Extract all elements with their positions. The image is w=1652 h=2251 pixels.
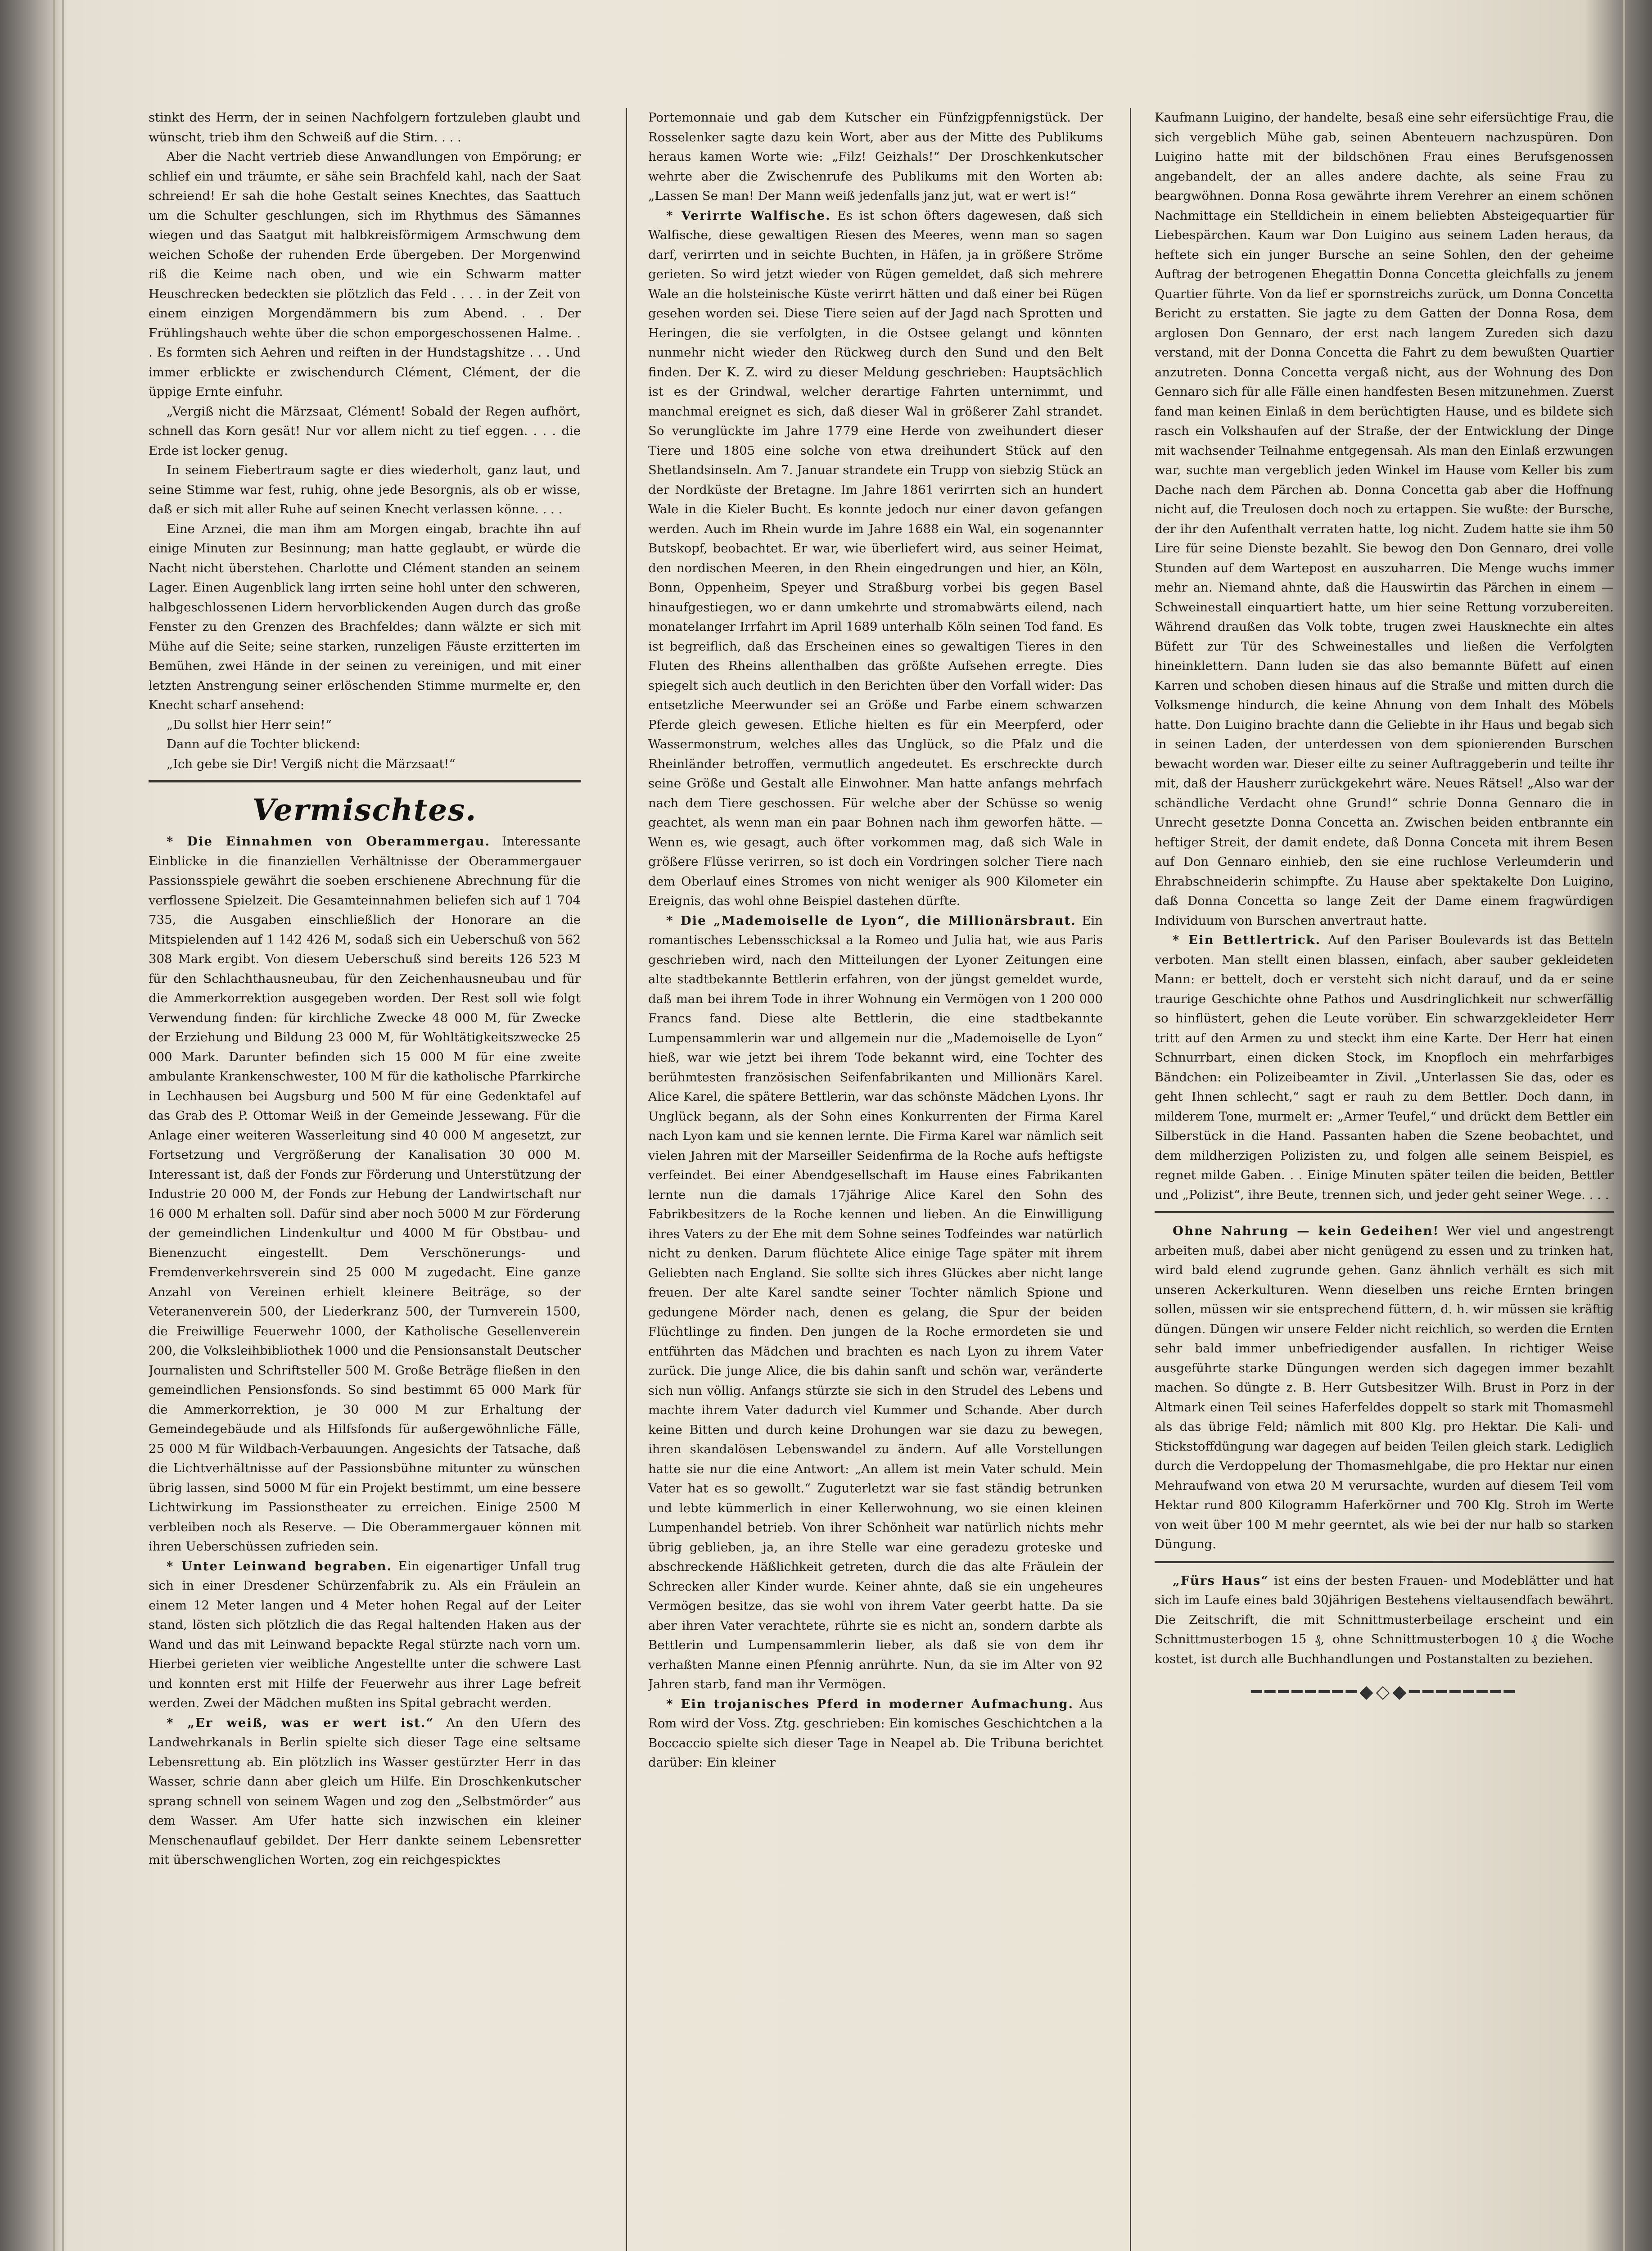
paragraph: Aber die Nacht vertrieb diese Anwandlungen von Empörung; er schlief ein und träumte, er sähe sein Brachfeld kahl, nach der Saat schreiend! Er sah die hohe Gestalt seines Knechtes, das Saattuch um die Schulter geschlungen, sich im Rhythmus des Sämannes wiegen und das Saatgut mit halbkreisförmigem Armschwung dem weichen Schoße der ruhenden Erde übergeben. Der Morgenwind riß die Keime nach oben, und wie ein Schwarm matter Heuschrecken bedeckten sie plötzlich das Feld . . . . in der Zeit von einem einzigen Morgendämmern bis zum Abend. . . Der Frühlingshauch wehte über die schon emporgeschossenen Halme. . . Es formten sich Aehren und reiften in der Hundstagshitze . . . Und immer erblickte er zwischendurch Clément, Clément, der die üppige Ernte einfuhr. bbox=[149, 149, 581, 399]
paragraph: „Ich gebe sie Dir! Vergiß nicht die Märzsaat!“ bbox=[167, 756, 456, 771]
column-2 bbox=[648, 108, 1103, 2251]
article-body: Ein romantisches Lebensschicksal a la Romeo und Julia hat, wie aus Paris geschrieben wird, nach den Mitteilungen der Lyoner Zeitungen eine alte stadtbekannte Bettlerin erfahren, von der jüngst gemeldet wurde, daß man bei ihrem Tode in ihrer Wohnung ein Vermögen von 1 200 000 Francs fand. Diese alte Bettlerin, die eine stadtbekannte Lumpensammlerin war und allgemein nur die „Mademoiselle de Lyon“ hieß, war wie jetzt bei ihrem Tode bekannt wird, eine Tochter des berühmtesten französischen Seifenfabrikanten und Millionärs Karel. Alice Karel, die spätere Bettlerin, war das schönste Mädchen Lyons. Ihr Unglück begann, als der Sohn eines Konkurrenten der Firma Karel nach Lyon kam und sie kennen lernte. Die Firma Karel war nämlich seit vielen Jahren mit der Marseiller Seidenfirma de la Roche aufs heftigste verfeindet. Bei einer Abendgesellschaft im Hause eines Fabrikanten lernte nun die damals 17jährige Alice Karel den Sohn des Fabrikbesitzers de la Roche kennen und lieben. An die Einwilligung ihres Vaters zu der Ehe mit dem Sohne seines Todfeindes war natürlich nicht zu denken. Darum flüchtete Alice einige Tage später mit ihrem Geliebten nach England. Sie sollte sich ihres Glückes aber nicht lange freuen. Der alte Karel sandte seiner Tochter nämlich Spione und gedungene Mörder nach, denen es gelang, die Spur der beiden Flüchtlinge zu finden. Den jungen de la Roche ermordeten sie und entführten das Mädchen und brachten es nach Lyon zu ihrem Vater zurück. Die junge Alice, die bis dahin sanft und schön war, veränderte sich nun völlig. Anfangs stürzte sie sich in den Strudel des Lebens und machte ihrem Vater dadurch viel Kummer und Schande. Aber durch keine Bitten und durch keine Drohungen war sie dazu zu bewegen, ihren skandalösen Lebenswandel zu ändern. Auf alle Vorstellungen hatte sie nur die eine Antwort: „An allem ist mein Vater schuld. Mein Vater hat es so gewollt.“ Zuguterletzt war sie fast ständig betrunken und lebte kümmerlich in einer Kellerwohnung, wo sie einen kleinen Lumpenhandel betrieb. Von ihrer Schönheit war natürlich nichts mehr übrig geblieben, ja, an ihre Stelle war eine geradezu groteske und abschreckende Häßlichkeit getreten, durch die das alte Fräulein der Schrecken aller Kinder wurde. Keiner ahnte, daß sie ein ungeheures Vermögen besitze, das sie wohl von ihrem Vater geerbt hatte. Da sie aber ihren Vater verachtete, rührte sie es nicht an, sondern darbte als Bettlerin und Lumpensammlerin lieber, als daß sie von dem ihr verhaßten Manne einen Pfennig anrührte. Nun, da sie im Alter von 92 Jahren starb, fand man ihr Vermögen. bbox=[648, 913, 1103, 1691]
page-edge-left-inner bbox=[62, 0, 64, 2251]
article-walfische bbox=[648, 206, 1103, 911]
article-bettlertrick bbox=[1155, 931, 1614, 1205]
advert-headline: „Fürs Haus“ bbox=[1173, 1573, 1269, 1588]
paragraph: „Vergiß nicht die Märzsaat, Clément! Sobald der Regen aufhört, schnell das Korn gesät! Nur vor allem nicht zu tief eggen. . . . die Erde ist locker genug. bbox=[149, 404, 581, 458]
paragraph: „Du sollst hier Herr sein!“ bbox=[167, 717, 332, 732]
page-edge-left bbox=[53, 0, 55, 2251]
article-headline: * Verirrte Walfische. bbox=[666, 208, 831, 223]
paragraph: stinkt des Herrn, der in seinen Nachfolgern fortzuleben glaubt und wünscht, trieb ihm den Schweiß auf die Stirn. . . . bbox=[149, 110, 581, 145]
article-body: Ein eigenartiger Unfall trug sich in einer Dresdener Schürzenfabrik zu. Als ein Fräulein an einem 12 Meter langen und 4 Meter hohen Regal auf der Leiter stand, lösten sich plötzlich die das Regal haltenden Haken aus der Wand und das mit Leinwand bepackte Regal stürzte nach vorn um. Hierbei gerieten vier weibliche Angestellte unter die schwere Last und konnten erst mit Hilfe der Feuerwehr aus ihrer Lage befreit werden. Zwei der Mädchen mußten ins Spital gebracht werden. bbox=[149, 1559, 581, 1710]
advert-body: ist eins der besten Frauen- und Modeblätter und hat sich im Laufe eines bald 30jährigen Bestehens vieltausendfach bewährt. Die Zeitschrift, die mit Schnittmusterbeilage erscheint und ein Schnittmusterbogen 15 ₰, ohne Schnittmusterbogen 10 ₰ die Woche kostet, ist durch alle Buchhandlungen und Postanstalten zu beziehen. bbox=[1155, 1573, 1614, 1666]
article-continuation: Kaufmann Luigino, der handelte, besaß eine sehr eifersüchtige Frau, die sich vergeblich Mühe gab, seinen Abenteuern nachzuspüren. Don Luigino hatte mit der bildschönen Frau eines Berufsgenossen angebandelt, der an alles andere dachte, als seine Frau zu beargwöhnen. Donna Rosa gewährte ihrem Verehrer an einem schönen Nachmittage ein Stelldichein in einem beliebten Absteigequartier für Liebespärchen. Kaum war Don Luigino aus seinem Laden heraus, da heftete sich ein junger Bursche an seine Sohlen, den der geheime Auftrag der betrogenen Ehegattin Donna Concetta gleichfalls zu jenem Quartier führte. Von da lief er spornstreichs zurück, um Donna Concetta Bericht zu erstatten. Sie jagte zu dem Gatten der Donna Rosa, dem arglosen Don Gennaro, der erst nach langem Zureden sich dazu verstand, mit der Donna Concetta die Fahrt zu dem bewußten Quartier anzutreten. Donna Concetta vergaß nicht, aus der Wohnung des Don Gennaro sich für alle Fälle einen handfesten Besen mitzunehmen. Zuerst fand man keinen Einlaß in dem berüchtigten Hause, und es bildete sich rasch ein Volkshaufen auf der Straße, der der Entwicklung der Dinge mit wachsender Teilnahme entgegensah. Als man den Einlaß erzwungen war, suchte man vergeblich jeden Winkel im Hause vom Keller bis zum Dache nach dem Pärchen ab. Donna Concetta gab aber die Hoffnung nicht auf, die Treulosen doch noch zu ertappen. Sie wußte: der Bursche, der ihr den Aufenthalt verraten hatte, log nicht. Zudem hatte sie ihm 50 Lire für seine Dienste bezahlt. Sie bewog den Don Gennaro, drei volle Stunden auf dem Wartepost en auszuharren. Die Menge wuchs immer mehr an. Niemand ahnte, daß die Hauswirtin das Pärchen in einem — Schweinestall einquartiert hatte, um hier seine Rettung vorzubereiten. Während draußen das Volk tobte, trugen zwei Hausknechte ein altes Büfett zur Tür des Schweinestalles und ließen die Verfolgten hineinklettern. Dann luden sie das also bemannte Büfett auf einen Karren und schoben diesen hinaus auf die Straße und mitten durch die Volksmenge hindurch, die keine Ahnung von dem Inhalt des Möbels hatte. Don Luigino brachte dann die Geliebte in ihr Haus und begab sich in seinen Laden, der unterdessen von dem spionierenden Burschen bewacht worden war. Dieser eilte zu seiner Auftraggeberin und teilte ihr mit, daß der Hausherr zurückgekehrt wäre. Neues Rätsel! „Also war der schändliche Verdacht ohne Grund!“ schrie Donna Gennaro die in Unrecht gesetzte Donna Concetta an. Zwischen beiden entbrannte ein heftiger Streit, der damit endete, daß Donna Conceta mit ihrem Besen auf Don Gennaro einhieb, den sie eine ruchlose Verleumderin und Ehrabschneiderin schimpfte. Zu Hause aber spektakelte Don Luigino, daß Donna Concetta so lange Zeit der Dame einem fragwürdigen Individuum von Burschen anvertraut hatte. bbox=[1155, 110, 1614, 928]
column-rule bbox=[1130, 108, 1131, 2251]
article-body: Auf den Pariser Boulevards ist das Betteln verboten. Man stellt einen blassen, einfach, aber sauber gekleideten Mann: er bettelt, doch er versteht sich nicht darauf, und da er seine traurige Geschichte ohne Pathos und Ausdringlichkeit nur schwerfällig so hinflüstert, gehen die Leute vorüber. Ein schwarzgekleideter Herr tritt auf den Armen zu und steckt ihm eine Karte. Der Herr hat einen Schnurrbart, einen dicken Stock, im Knopfloch ein mehrfarbiges Bändchen: ein Polizeibeamter in Zivil. „Unterlassen Sie das, oder es geht Ihnen schlecht,“ sagt er rauh zu dem Bettler. Doch dann, in milderem Tone, murmelt er: „Armer Teufel,“ und drückt dem Bettler ein Silberstück in die Hand. Passanten haben die Szene beobachtet, und dem mildherzigen Polizisten zu, und folgen alle seinem Beispiel, es regnet milde Gaben. . . Einige Minuten später teilen die beiden, Bettler und „Polizist“, ihre Beute, trennen sich, und jeder geht seiner Wege. . . . bbox=[1155, 933, 1614, 1202]
article-oberammergau bbox=[149, 832, 581, 1557]
article-headline: * Ein trojanisches Pferd in moderner Aufmachung. bbox=[666, 1696, 1074, 1711]
advert-ohne-nahrung bbox=[1155, 1221, 1614, 1555]
article-headline: * „Er weiß, was er wert ist.“ bbox=[167, 1715, 434, 1730]
page-edge-right bbox=[1623, 0, 1625, 2251]
paragraph: In seinem Fiebertraum sagte er dies wiederholt, ganz laut, und seine Stimme war fest, ruhig, ohne jede Besorgnis, als ob er wisse, daß er sich mit aller Ruhe auf seinen Knecht verlassen könne. . . . bbox=[149, 463, 581, 516]
advert-headline: Ohne Nahrung — kein Gedeihen! bbox=[1173, 1224, 1440, 1238]
paragraph: Dann auf die Tochter blickend: bbox=[167, 737, 361, 751]
advert-body: Wer viel und angestrengt arbeiten muß, dabei aber nicht genügend zu essen und zu trinken hat, wird bald elend zugrunde gehen. Ganz ähnlich verhält es sich mit unseren Ackerkulturen. Wenn dieselben uns reiche Ernten bringen sollen, müssen wir sie entsprechend füttern, d. h. wir müssen sie kräftig düngen. Düngen wir unsere Felder nicht reichlich, so werden die Ernten sehr bald immer unbefriedigender ausfallen. In richtiger Weise ausgeführte starke Düngungen werden sich dagegen immer bezahlt machen. So düngte z. B. Herr Gutsbesitzer Wilh. Brust in Porz in der Altmark einen Teil seines Haferfeldes doppelt so stark mit Thomasmehl als das übrige Feld; nämlich mit 800 Klg. pro Hektar. Die Kali- und Stickstoffdüngung war dagegen auf beiden Teilen gleich stark. Lediglich durch die Verdoppelung der Thomasmehlgabe, die pro Hektar nur einen Mehraufwand von etwa 20 M verursachte, wurden auf diesem Teil vom Hektar rund 800 Kilogramm Haferkörner und 700 Klg. Stroh im Werte von weit über 100 M mehr geerntet, als wie bei der nur halb so starken Düngung. bbox=[1155, 1224, 1614, 1551]
section-divider bbox=[1155, 1561, 1614, 1563]
article-headline: * Ein Bettlertrick. bbox=[1173, 933, 1321, 947]
newspaper-page bbox=[149, 108, 1616, 2251]
closing-ornament: ━━━━━━━━◆◇◆━━━━━━━━ bbox=[1251, 1681, 1517, 1702]
article-body: An den Ufern des Landwehrkanals in Berlin spielte sich dieser Tage eine seltsame Lebensrettung ab. Ein plötzlich ins Wasser gestürzter Herr in das Wasser, schrie dann aber gleich um Hilfe. Ein Droschkenkutscher sprang schnell von seinem Wagen und zog den „Selbstmörder“ aus dem Wasser. Am Ufer hatte sich inzwischen ein kleiner Menschenauflauf gebildet. Der Herr dankte seinem Lebensretter mit überschwenglichen Worten, zog ein reichgespicktes bbox=[149, 1715, 581, 1867]
article-body: Es ist schon öfters dagewesen, daß sich Walfische, diese gewaltigen Riesen des Meeres, wenn man so sagen darf, verirrten und in seichte Buchten, in Häfen, ja in größere Ströme gerieten. So wird jetzt wieder von Rügen gemeldet, daß sich mehrere Wale an die holsteinische Küste verirrt hätten und daß einer bei Rügen gesehen worden sei. Diese Tiere seien auf der Jagd nach Sprotten und Heringen, die sie verfolgten, in die Ostsee gelangt und könnten nunmehr nicht wieder den Rückweg durch den Sund und den Belt finden. Der K. Z. wird zu dieser Meldung geschrieben: Hauptsächlich ist es der Grindwal, welcher derartige Fahrten unternimmt, und manchmal ereignet es sich, daß dieser Wal in größerer Zahl strandet. So verunglückte im Jahre 1779 eine Herde von zweihundert dieser Tiere und 1805 eine solche von etwa dreihundert Stück auf den Shetlandsinseln. Am 7. Januar strandete ein Trupp von siebzig Stück an der Nordküste der Bretagne. Im Jahre 1861 verirrten sich an hundert Wale in die Kieler Bucht. Es konnte jedoch nur einer davon gefangen werden. Auch im Rhein wurde im Jahre 1688 ein Wal, ein sogenannter Butskopf, beobachtet. Er war, wie überliefert wird, aus seiner Heimat, den nordischen Meeren, in den Rhein eingedrungen und hier, an Köln, Bonn, Oppenheim, Speyer und Straßburg vorbei bis gegen Basel hinaufgestiegen, wo er dann umkehrte und stromabwärts eilend, nach monatelanger Irrfahrt im April 1689 unterhalb Köln seinen Tod fand. Es ist begreiflich, daß das Erscheinen eines so gewaltigen Tieres in den Fluten des Rheins allenthalben das größte Aufsehen erregte. Dies spiegelt sich auch deutlich in den Berichten über den Vorfall wider: Das entsetzliche Meerwunder sei an Größe und Farbe einem schwarzen Pferde gleich gewesen. Etliche hielten es für ein Meerpferd, oder Wassermonstrum, welches alles das Unglück, so die Pfalz und die Rheinländer betroffen, vermutlich angedeutet. Es erschreckte durch seine Größe und Gestalt alle Einwohner. Man hatte anfangs mehrfach nach dem Tiere geschossen. Für welche aber der Schüsse so wenig geachtet, als wenn man ein paar Bohnen nach ihm geworfen hätte. — Wenn es, wie gesagt, auch öfter vorkommen mag, daß sich Wale in größere Flüsse verirren, so ist doch ein Vordringen solcher Tiere nach dem Oberlauf eines Stromes von nicht weniger als 900 Kilometer ein Ereignis, das wohl ohne Beispiel dastehen dürfte. bbox=[648, 208, 1103, 908]
section-title: Vermischtes. bbox=[252, 792, 477, 827]
article-continuation: Portemonnaie und gab dem Kutscher ein Fünfzigpfennigstück. Der Rosselenker sagte dazu kein Wort, aber aus der Mitte des Publikums heraus kamen Worte wie: „Filz! Geizhals!“ Der Droschkenkutscher wehrte aber die Zwischenrufe des Publikums mit den Worten ab: „Lassen Se man! Der Mann weiß jedenfalls janz jut, wat er wert is!“ bbox=[648, 110, 1103, 203]
column-rule bbox=[626, 108, 627, 2251]
column-1 bbox=[149, 108, 581, 2251]
article-leinwand bbox=[149, 1557, 581, 1713]
article-body: Aus Rom wird der Voss. Ztg. geschrieben: Ein komisches Geschichtchen a la Boccaccio spielte sich dieser Tage in Neapel ab. Die Tribuna berichtet darüber: Ein kleiner bbox=[648, 1696, 1103, 1770]
article-body: Interessante Einblicke in die finanziellen Verhältnisse der Oberammergauer Passionsspiele gewährt die soeben erschienene Abrechnung für die verflossene Spielzeit. Die Gesamteinnahmen beliefen sich auf 1 704 735, die Ausgaben einschließlich der Honorare an die Mitspielenden auf 1 142 426 M, sodaß sich ein Ueberschuß von 562 308 Mark ergibt. Von diesem Ueberschuß sind bereits 126 523 M für den Schlachthausneubau, für den Zeichenhausneubau und für die Ammerkorrektion ausgegeben worden. Der Rest soll wie folgt Verwendung finden: für kirchliche Zwecke 48 000 M, für Zwecke der Erziehung und Bildung 23 000 M, für Wohltätigkeitszwecke 25 000 Mark. Darunter befinden sich 15 000 M für eine zweite ambulante Krankenschwester, 100 M für die katholische Pfarrkirche in Lechhausen bei Augsburg und 500 M für eine Gedenktafel auf das Grab des P. Ottomar Weiß in der Gemeinde Jessewang. Für die Anlage einer weiteren Wasserleitung sind 40 000 M angesetzt, zur Fortsetzung und Vergrößerung der Kanalisation 30 000 M. Interessant ist, daß der Fonds zur Förderung und Unterstützung der Industrie 20 000 M, der Fonds zur Hebung der Landwirtschaft nur 16 000 M erhalten soll. Dafür sind aber noch 5000 M zur Förderung der gemeindlichen Lindenkultur und 4000 M für Obstbau- und Bienenzucht eingestellt. Dem Verschönerungs- und Fremdenverkehrsverein sind 25 000 M zugedacht. Eine ganze Anzahl von Vereinen erhielt kleinere Beiträge, so der Veteranenverein 500, der Liederkranz 500, der Turnverein 1500, die Freiwillige Feuerwehr 1000, der Katholische Gesellenverein 200, die Volksleihbibliothek 1000 und die Pensionsanstalt Deutscher Journalisten und Schriftsteller 500 M. Große Beträge fließen in den gemeindlichen Pensionsfonds. So sind bestimmt 65 000 Mark für die Ammerkorrektion, je 30 000 M zur Erhaltung der Gemeindegebäude und als Hilfsfonds für außergewöhnliche Fälle, 25 000 M für Wildbach-Verbauungen. Angesichts der Tatsache, daß die Lichtverhältnisse auf der Passionsbühne mitunter zu wünschen übrig lassen, sind 5000 M für ein Projekt bestimmt, um eine bessere Lichtwirkung im Passionstheater zu erreichen. Einige 2500 M verbleiben noch als Reserve. — Die Oberammergauer können mit ihren Ueberschüssen zufrieden sein. bbox=[149, 834, 581, 1554]
article-headline: * Die „Mademoiselle de Lyon“, die Millionärsbraut. bbox=[666, 913, 1076, 928]
section-divider bbox=[149, 780, 581, 782]
article-wert bbox=[149, 1713, 581, 1870]
column-3 bbox=[1155, 108, 1614, 2251]
advert-fuers-haus bbox=[1155, 1571, 1614, 1669]
article-headline: * Die Einnahmen von Oberammergau. bbox=[167, 834, 491, 849]
article-mademoiselle bbox=[648, 911, 1103, 1695]
paragraph: Eine Arznei, die man ihm am Morgen eingab, brachte ihn auf einige Minuten zur Besinnung; man hatte geglaubt, er würde die Nacht nicht überstehen. Charlotte und Clément standen an seinem Lager. Einen Augenblick lang irrten seine hohl unter den schweren, halbgeschlossenen Lidern hervorblickenden Augen durch das große Fenster zu den Grenzen des Brachfeldes; dann wälzte er sich mit Mühe auf die Seite; seine starken, runzeligen Fäuste erzitterten im Bemühen, zwei Hände in der seinen zu vereinigen, und mit einer letzten Anstrengung seiner erlöschenden Stimme murmelte er, den Knecht scharf ansehend: bbox=[149, 521, 581, 712]
section-divider bbox=[1155, 1211, 1614, 1213]
article-headline: * Unter Leinwand begraben. bbox=[167, 1559, 393, 1573]
article-trojanisches-pferd bbox=[648, 1695, 1103, 1773]
